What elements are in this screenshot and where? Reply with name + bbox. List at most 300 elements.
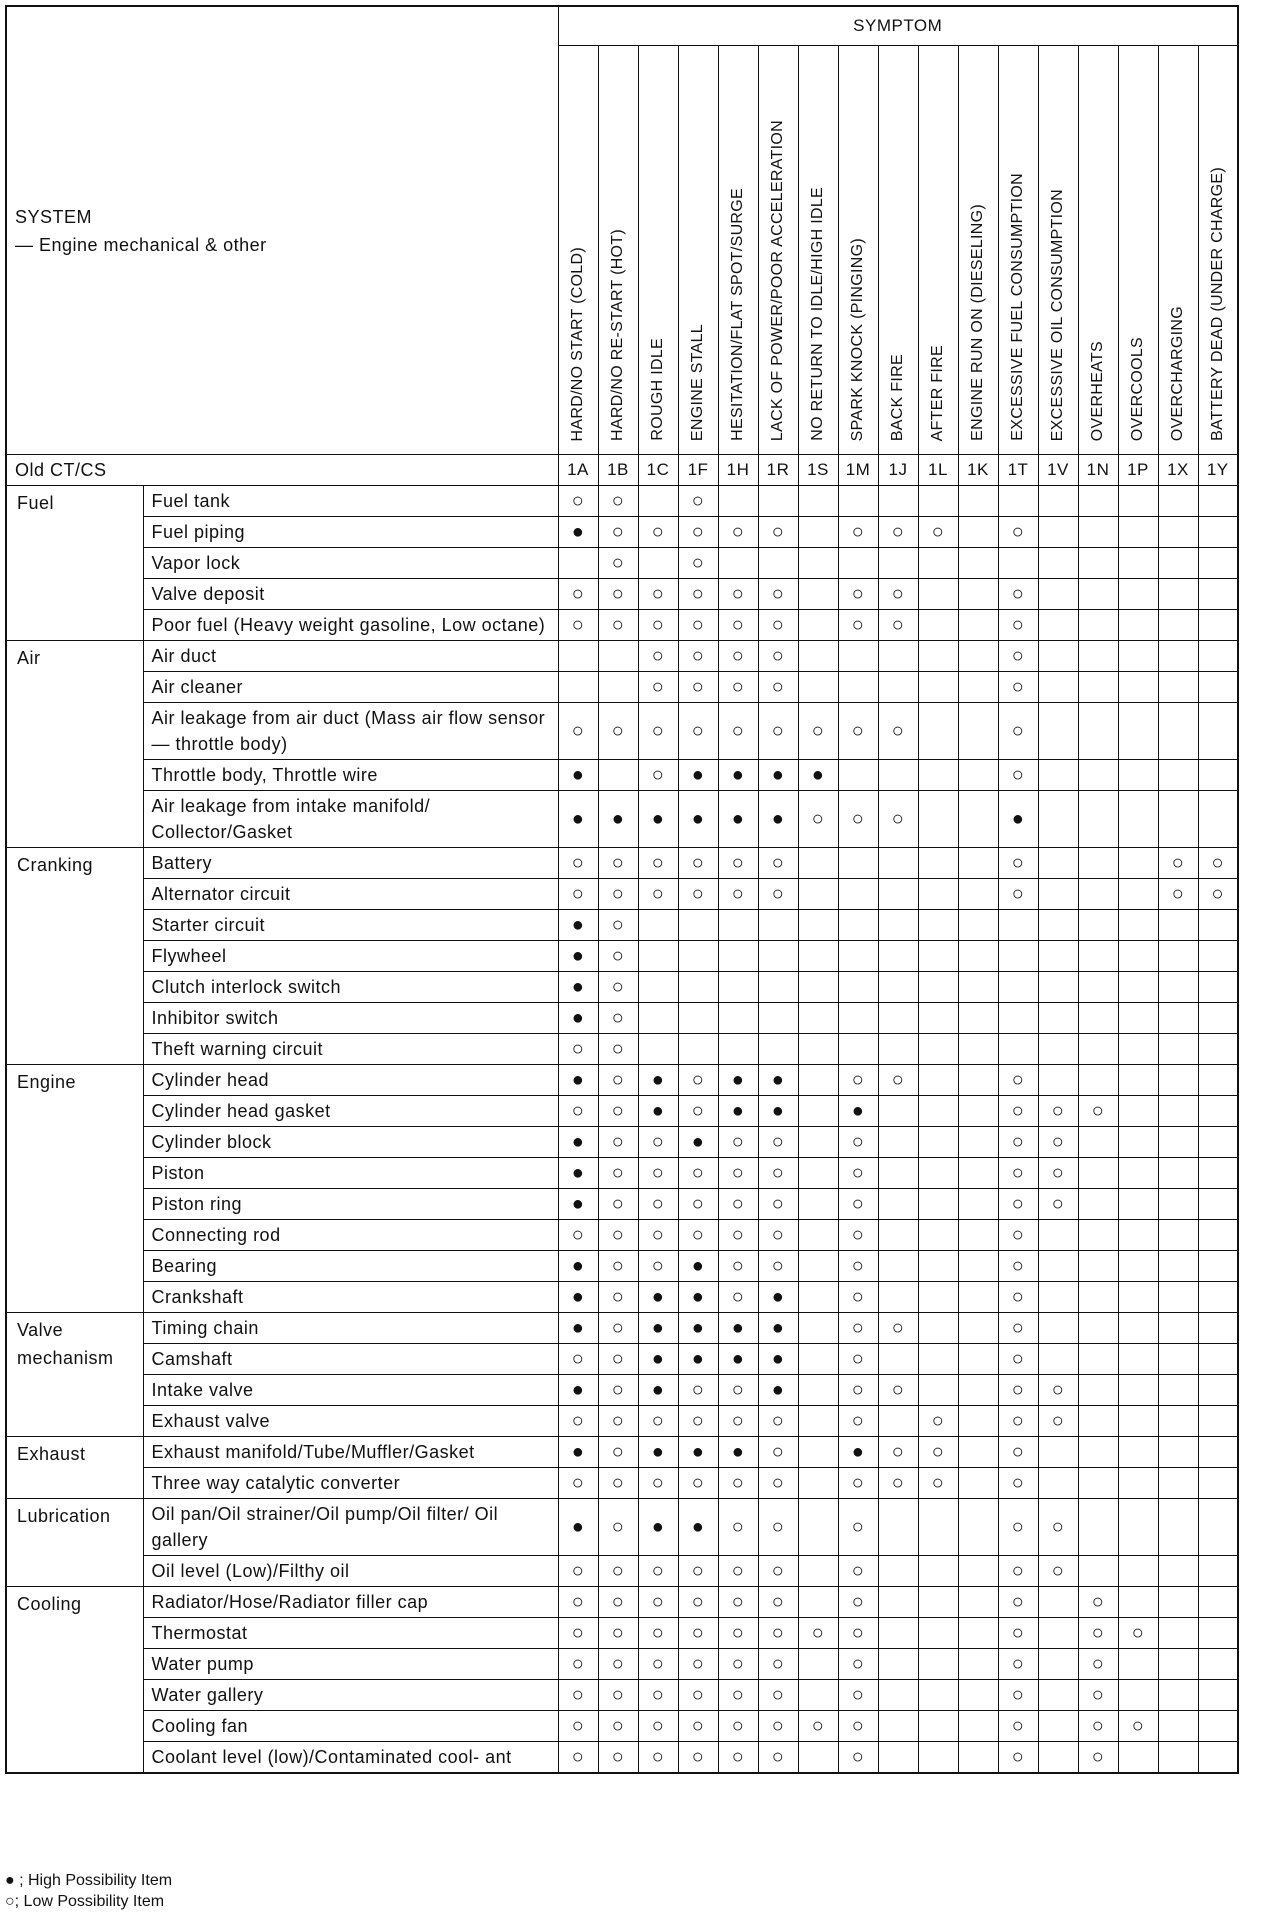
- empty-cell: [1038, 1618, 1078, 1649]
- empty-cell: [1038, 1034, 1078, 1065]
- legend-high: ● ; High Possibility Item: [5, 1872, 173, 1889]
- low-possibility-mark: ○: [798, 1618, 838, 1649]
- empty-cell: [798, 1034, 838, 1065]
- symptom-name: ENGINE RUN ON (DIESELING): [969, 204, 986, 441]
- high-possibility-mark: ●: [558, 1065, 598, 1096]
- empty-cell: [878, 1034, 918, 1065]
- empty-cell: [1118, 879, 1158, 910]
- empty-cell: [1158, 517, 1198, 548]
- low-possibility-mark: ○: [718, 1711, 758, 1742]
- symptom-code: 1S: [798, 455, 838, 486]
- symptom-column-header: [798, 46, 838, 455]
- system-category: Cranking: [6, 848, 143, 1065]
- system-category: Exhaust: [6, 1437, 143, 1499]
- low-possibility-mark: ○: [1078, 1649, 1118, 1680]
- high-possibility-mark: ●: [558, 1499, 598, 1556]
- component-item: Fuel piping: [143, 517, 558, 548]
- empty-cell: [1118, 848, 1158, 879]
- low-possibility-mark: ○: [638, 1251, 678, 1282]
- empty-cell: [1158, 1003, 1198, 1034]
- empty-cell: [838, 910, 878, 941]
- empty-cell: [1158, 1649, 1198, 1680]
- symptom-code: 1T: [998, 455, 1038, 486]
- low-possibility-mark: ○: [758, 672, 798, 703]
- low-possibility-mark: ○: [838, 1220, 878, 1251]
- table-row: [6, 1375, 1238, 1406]
- empty-cell: [558, 672, 598, 703]
- low-possibility-mark: ○: [1078, 1742, 1118, 1774]
- empty-cell: [1198, 941, 1238, 972]
- low-possibility-mark: ○: [678, 1189, 718, 1220]
- empty-cell: [1118, 486, 1158, 517]
- empty-cell: [1198, 1158, 1238, 1189]
- table-row: [6, 610, 1238, 641]
- low-possibility-mark: ○: [998, 1587, 1038, 1618]
- empty-cell: [1198, 1618, 1238, 1649]
- empty-cell: [958, 791, 998, 848]
- empty-cell: [1118, 972, 1158, 1003]
- empty-cell: [958, 1375, 998, 1406]
- table-row: [6, 1742, 1238, 1774]
- empty-cell: [1118, 1313, 1158, 1344]
- component-item: Oil pan/Oil strainer/Oil pump/Oil filter/ Oil gallery: [143, 1499, 558, 1556]
- system-category: Fuel: [6, 486, 143, 641]
- component-item: Water pump: [143, 1649, 558, 1680]
- empty-cell: [958, 1096, 998, 1127]
- empty-cell: [1078, 1251, 1118, 1282]
- empty-cell: [1158, 579, 1198, 610]
- low-possibility-mark: ○: [638, 760, 678, 791]
- table-row: [6, 1649, 1238, 1680]
- empty-cell: [1078, 1282, 1118, 1313]
- low-possibility-mark: ○: [998, 641, 1038, 672]
- empty-cell: [918, 1344, 958, 1375]
- low-possibility-mark: ○: [678, 486, 718, 517]
- low-possibility-mark: ○: [598, 1251, 638, 1282]
- low-possibility-mark: ○: [718, 1220, 758, 1251]
- empty-cell: [1118, 1189, 1158, 1220]
- empty-cell: [918, 1587, 958, 1618]
- low-possibility-mark: ○: [878, 1065, 918, 1096]
- empty-cell: [1158, 1344, 1198, 1375]
- low-possibility-mark: ○: [558, 1096, 598, 1127]
- empty-cell: [878, 548, 918, 579]
- empty-cell: [1198, 910, 1238, 941]
- empty-cell: [1038, 910, 1078, 941]
- low-possibility-mark: ○: [1038, 1406, 1078, 1437]
- low-possibility-mark: ○: [598, 910, 638, 941]
- low-possibility-mark: ○: [798, 791, 838, 848]
- empty-cell: [798, 486, 838, 517]
- low-possibility-mark: ○: [1078, 1618, 1118, 1649]
- low-possibility-mark: ○: [878, 610, 918, 641]
- high-possibility-mark: ●: [678, 791, 718, 848]
- low-possibility-mark: ○: [838, 703, 878, 760]
- low-possibility-mark: ○: [598, 1437, 638, 1468]
- empty-cell: [918, 1313, 958, 1344]
- component-item: Clutch interlock switch: [143, 972, 558, 1003]
- table-row: [6, 548, 1238, 579]
- component-item: Crankshaft: [143, 1282, 558, 1313]
- table-row: [6, 1158, 1238, 1189]
- low-possibility-mark: ○: [558, 703, 598, 760]
- symptom-name: OVERCHARGING: [1169, 305, 1186, 441]
- table-row: [6, 1065, 1238, 1096]
- table-row: [6, 1344, 1238, 1375]
- empty-cell: [918, 1375, 958, 1406]
- low-possibility-mark: ○: [758, 1649, 798, 1680]
- empty-cell: [1158, 1065, 1198, 1096]
- empty-cell: [958, 1468, 998, 1499]
- empty-cell: [958, 1437, 998, 1468]
- empty-cell: [1038, 1282, 1078, 1313]
- empty-cell: [1038, 703, 1078, 760]
- empty-cell: [958, 1065, 998, 1096]
- low-possibility-mark: ○: [798, 1711, 838, 1742]
- symptom-column-header: [558, 46, 598, 455]
- low-possibility-mark: ○: [1038, 1556, 1078, 1587]
- high-possibility-mark: ●: [638, 1065, 678, 1096]
- empty-cell: [838, 641, 878, 672]
- low-possibility-mark: ○: [718, 641, 758, 672]
- symptom-code: 1L: [918, 455, 958, 486]
- table-row: [6, 486, 1238, 517]
- empty-cell: [958, 1742, 998, 1774]
- empty-cell: [1118, 1034, 1158, 1065]
- component-item: Throttle body, Throttle wire: [143, 760, 558, 791]
- component-item: Coolant level (low)/Contaminated cool- ant: [143, 1742, 558, 1774]
- low-possibility-mark: ○: [678, 1158, 718, 1189]
- empty-cell: [678, 1003, 718, 1034]
- component-item: Intake valve: [143, 1375, 558, 1406]
- empty-cell: [1038, 641, 1078, 672]
- low-possibility-mark: ○: [678, 1375, 718, 1406]
- empty-cell: [1158, 672, 1198, 703]
- symptom-code: 1N: [1078, 455, 1118, 486]
- empty-cell: [718, 1034, 758, 1065]
- empty-cell: [798, 1499, 838, 1556]
- symptom-code: 1B: [598, 455, 638, 486]
- empty-cell: [1118, 1406, 1158, 1437]
- high-possibility-mark: ●: [678, 1437, 718, 1468]
- low-possibility-mark: ○: [718, 1742, 758, 1774]
- empty-cell: [1158, 1406, 1198, 1437]
- low-possibility-mark: ○: [598, 1587, 638, 1618]
- empty-cell: [1158, 1096, 1198, 1127]
- empty-cell: [798, 1437, 838, 1468]
- low-possibility-mark: ○: [998, 517, 1038, 548]
- high-possibility-mark: ●: [558, 1003, 598, 1034]
- low-possibility-mark: ○: [838, 1375, 878, 1406]
- component-item: Air leakage from intake manifold/ Collector/Gasket: [143, 791, 558, 848]
- empty-cell: [1038, 1468, 1078, 1499]
- component-item: Cylinder head: [143, 1065, 558, 1096]
- low-possibility-mark: ○: [598, 610, 638, 641]
- low-possibility-mark: ○: [998, 1065, 1038, 1096]
- empty-cell: [878, 1680, 918, 1711]
- low-possibility-mark: ○: [558, 1587, 598, 1618]
- empty-cell: [1118, 910, 1158, 941]
- low-possibility-mark: ○: [1158, 848, 1198, 879]
- empty-cell: [1198, 1127, 1238, 1158]
- empty-cell: [958, 1406, 998, 1437]
- table-row: [6, 760, 1238, 791]
- empty-cell: [918, 1220, 958, 1251]
- high-possibility-mark: ●: [638, 1375, 678, 1406]
- empty-cell: [1198, 1096, 1238, 1127]
- system-category: Air: [6, 641, 143, 848]
- empty-cell: [1078, 1468, 1118, 1499]
- low-possibility-mark: ○: [1118, 1711, 1158, 1742]
- low-possibility-mark: ○: [598, 941, 638, 972]
- low-possibility-mark: ○: [758, 1711, 798, 1742]
- symptom-name: BATTERY DEAD (UNDER CHARGE): [1208, 167, 1226, 441]
- low-possibility-mark: ○: [998, 1618, 1038, 1649]
- table-row: [6, 1468, 1238, 1499]
- empty-cell: [1038, 548, 1078, 579]
- empty-cell: [1198, 1034, 1238, 1065]
- low-possibility-mark: ○: [678, 703, 718, 760]
- system-header-subtitle: — Engine mechanical & other: [15, 234, 267, 255]
- empty-cell: [1198, 972, 1238, 1003]
- empty-cell: [1038, 760, 1078, 791]
- empty-cell: [1038, 1587, 1078, 1618]
- low-possibility-mark: ○: [558, 1556, 598, 1587]
- high-possibility-mark: ●: [758, 1344, 798, 1375]
- empty-cell: [1078, 548, 1118, 579]
- empty-cell: [1078, 672, 1118, 703]
- symptom-name: SPARK KNOCK (PINGING): [849, 237, 866, 441]
- empty-cell: [878, 879, 918, 910]
- low-possibility-mark: ○: [678, 672, 718, 703]
- low-possibility-mark: ○: [878, 1375, 918, 1406]
- low-possibility-mark: ○: [838, 1618, 878, 1649]
- low-possibility-mark: ○: [798, 703, 838, 760]
- low-possibility-mark: ○: [678, 1065, 718, 1096]
- table-row: [6, 1127, 1238, 1158]
- empty-cell: [798, 1096, 838, 1127]
- low-possibility-mark: ○: [838, 1127, 878, 1158]
- empty-cell: [1198, 1406, 1238, 1437]
- empty-cell: [1078, 760, 1118, 791]
- component-item: Inhibitor switch: [143, 1003, 558, 1034]
- empty-cell: [1158, 1618, 1198, 1649]
- low-possibility-mark: ○: [878, 1437, 918, 1468]
- diagnostic-table-container: [5, 5, 1239, 1774]
- symptom-column-header: [718, 46, 758, 455]
- component-item: Air duct: [143, 641, 558, 672]
- empty-cell: [678, 941, 718, 972]
- empty-cell: [798, 517, 838, 548]
- low-possibility-mark: ○: [1038, 1189, 1078, 1220]
- empty-cell: [1158, 1375, 1198, 1406]
- low-possibility-mark: ○: [558, 486, 598, 517]
- empty-cell: [1118, 1742, 1158, 1774]
- empty-cell: [798, 1065, 838, 1096]
- empty-cell: [958, 1587, 998, 1618]
- table-row: [6, 972, 1238, 1003]
- empty-cell: [1078, 1499, 1118, 1556]
- component-item: Piston ring: [143, 1189, 558, 1220]
- empty-cell: [1078, 1406, 1118, 1437]
- low-possibility-mark: ○: [998, 1437, 1038, 1468]
- table-row: [6, 1096, 1238, 1127]
- high-possibility-mark: ●: [838, 1096, 878, 1127]
- low-possibility-mark: ○: [678, 1220, 718, 1251]
- empty-cell: [1198, 1587, 1238, 1618]
- empty-cell: [798, 610, 838, 641]
- empty-cell: [1078, 1034, 1118, 1065]
- low-possibility-mark: ○: [558, 1680, 598, 1711]
- low-possibility-mark: ○: [638, 1127, 678, 1158]
- low-possibility-mark: ○: [718, 703, 758, 760]
- low-possibility-mark: ○: [758, 879, 798, 910]
- low-possibility-mark: ○: [598, 1158, 638, 1189]
- empty-cell: [918, 972, 958, 1003]
- empty-cell: [1078, 486, 1118, 517]
- high-possibility-mark: ●: [758, 1282, 798, 1313]
- low-possibility-mark: ○: [838, 1406, 878, 1437]
- empty-cell: [1158, 703, 1198, 760]
- empty-cell: [958, 1220, 998, 1251]
- low-possibility-mark: ○: [598, 1096, 638, 1127]
- empty-cell: [878, 486, 918, 517]
- low-possibility-mark: ○: [758, 1680, 798, 1711]
- symptom-column-header: [1038, 46, 1078, 455]
- low-possibility-mark: ○: [998, 1282, 1038, 1313]
- symptom-column-header: [878, 46, 918, 455]
- low-possibility-mark: ○: [598, 1468, 638, 1499]
- symptom-code: 1C: [638, 455, 678, 486]
- empty-cell: [638, 548, 678, 579]
- symptom-code: 1Y: [1198, 455, 1238, 486]
- low-possibility-mark: ○: [598, 1189, 638, 1220]
- symptom-column-header: [758, 46, 798, 455]
- low-possibility-mark: ○: [638, 1618, 678, 1649]
- empty-cell: [958, 1344, 998, 1375]
- low-possibility-mark: ○: [758, 579, 798, 610]
- low-possibility-mark: ○: [918, 1468, 958, 1499]
- low-possibility-mark: ○: [998, 1158, 1038, 1189]
- low-possibility-mark: ○: [718, 1189, 758, 1220]
- empty-cell: [918, 1742, 958, 1774]
- symptom-name: ENGINE STALL: [689, 323, 706, 441]
- empty-cell: [878, 848, 918, 879]
- empty-cell: [798, 1680, 838, 1711]
- low-possibility-mark: ○: [838, 1499, 878, 1556]
- empty-cell: [638, 1003, 678, 1034]
- empty-cell: [798, 1158, 838, 1189]
- low-possibility-mark: ○: [758, 1127, 798, 1158]
- empty-cell: [1038, 1251, 1078, 1282]
- low-possibility-mark: ○: [878, 517, 918, 548]
- low-possibility-mark: ○: [558, 879, 598, 910]
- system-category: Valve mechanism: [6, 1313, 143, 1437]
- empty-cell: [718, 910, 758, 941]
- low-possibility-mark: ○: [758, 1742, 798, 1774]
- table-row: [6, 1251, 1238, 1282]
- empty-cell: [718, 1003, 758, 1034]
- low-possibility-mark: ○: [838, 1556, 878, 1587]
- symptom-column-header: [678, 46, 718, 455]
- empty-cell: [1158, 910, 1198, 941]
- empty-cell: [878, 1649, 918, 1680]
- high-possibility-mark: ●: [678, 1282, 718, 1313]
- empty-cell: [958, 1189, 998, 1220]
- low-possibility-mark: ○: [598, 1344, 638, 1375]
- table-row: [6, 1711, 1238, 1742]
- empty-cell: [1118, 1251, 1158, 1282]
- high-possibility-mark: ●: [758, 791, 798, 848]
- empty-cell: [1198, 1437, 1238, 1468]
- high-possibility-mark: ●: [558, 1282, 598, 1313]
- empty-cell: [1038, 1649, 1078, 1680]
- low-possibility-mark: ○: [718, 1251, 758, 1282]
- empty-cell: [1198, 1468, 1238, 1499]
- empty-cell: [798, 1127, 838, 1158]
- empty-cell: [1118, 1375, 1158, 1406]
- empty-cell: [598, 760, 638, 791]
- high-possibility-mark: ●: [758, 1375, 798, 1406]
- empty-cell: [1118, 1649, 1158, 1680]
- low-possibility-mark: ○: [998, 1220, 1038, 1251]
- high-possibility-mark: ●: [758, 1065, 798, 1096]
- table-row: [6, 641, 1238, 672]
- empty-cell: [878, 1556, 918, 1587]
- empty-cell: [1158, 1587, 1198, 1618]
- empty-cell: [958, 672, 998, 703]
- empty-cell: [958, 1618, 998, 1649]
- empty-cell: [1198, 548, 1238, 579]
- empty-cell: [918, 1189, 958, 1220]
- table-row: [6, 1313, 1238, 1344]
- empty-cell: [998, 972, 1038, 1003]
- empty-cell: [958, 910, 998, 941]
- component-item: Theft warning circuit: [143, 1034, 558, 1065]
- table-row: [6, 1587, 1238, 1618]
- high-possibility-mark: ●: [558, 760, 598, 791]
- empty-cell: [558, 548, 598, 579]
- component-item: Piston: [143, 1158, 558, 1189]
- empty-cell: [1198, 1649, 1238, 1680]
- empty-cell: [758, 941, 798, 972]
- empty-cell: [1118, 1065, 1158, 1096]
- low-possibility-mark: ○: [598, 1220, 638, 1251]
- empty-cell: [958, 1680, 998, 1711]
- symptom-code: 1F: [678, 455, 718, 486]
- empty-cell: [1158, 1742, 1198, 1774]
- empty-cell: [958, 879, 998, 910]
- empty-cell: [1078, 1127, 1118, 1158]
- empty-cell: [1078, 1003, 1118, 1034]
- empty-cell: [878, 1344, 918, 1375]
- component-item: Alternator circuit: [143, 879, 558, 910]
- low-possibility-mark: ○: [998, 1742, 1038, 1774]
- empty-cell: [878, 941, 918, 972]
- empty-cell: [798, 1375, 838, 1406]
- low-possibility-mark: ○: [838, 1282, 878, 1313]
- empty-cell: [998, 1034, 1038, 1065]
- empty-cell: [958, 1711, 998, 1742]
- low-possibility-mark: ○: [678, 1587, 718, 1618]
- empty-cell: [678, 1034, 718, 1065]
- empty-cell: [878, 1189, 918, 1220]
- high-possibility-mark: ●: [558, 1251, 598, 1282]
- empty-cell: [1118, 1587, 1158, 1618]
- low-possibility-mark: ○: [638, 1158, 678, 1189]
- low-possibility-mark: ○: [998, 848, 1038, 879]
- component-item: Thermostat: [143, 1618, 558, 1649]
